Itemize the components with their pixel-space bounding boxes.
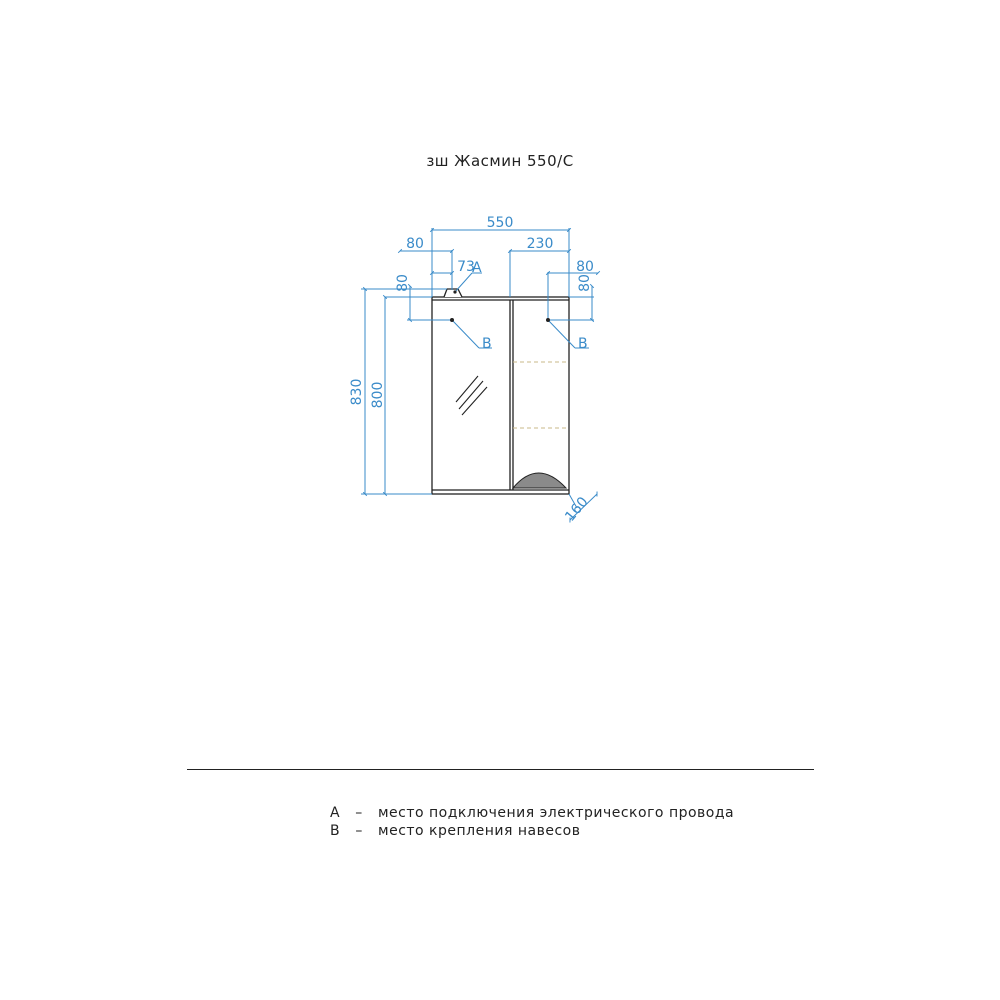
dim-label-830: 830: [349, 378, 365, 406]
wire-point: [453, 290, 456, 293]
legend: [330, 804, 734, 840]
attachment-point-right: [546, 318, 550, 322]
dim-label-230: 230: [526, 236, 554, 252]
dim-label-left-80: 80: [406, 236, 424, 252]
dim-label-right-80: 80: [576, 259, 594, 275]
mirror-reflection-icon: [456, 376, 487, 415]
attachment-point-left: [450, 318, 454, 322]
legend-item-a: [330, 804, 734, 822]
callout-leader-b-left: [452, 320, 479, 348]
legend-letter: B: [330, 823, 341, 839]
legend-text: место подключения электрического провода: [377, 805, 735, 821]
legend-divider: [187, 769, 814, 770]
dim-label-73: 73: [457, 259, 475, 275]
legend-dash: –: [355, 823, 363, 839]
callout-label-a: A: [472, 260, 482, 276]
callout-label-b-right: B: [578, 336, 588, 352]
callout-label-b-left: B: [482, 336, 492, 352]
dim-label-right-top-80: 80: [577, 274, 593, 292]
legend-dash: –: [355, 805, 363, 821]
legend-text: место крепления навесов: [378, 823, 581, 839]
dim-label-160: 160: [562, 494, 592, 525]
callout-leader-a: [455, 273, 472, 292]
shelves: [513, 362, 569, 428]
drawing-title: зш Жасмин 550/С: [426, 152, 574, 170]
bottom-arc-niche: [513, 473, 566, 488]
dim-label-800: 800: [370, 381, 386, 409]
legend-item-b: [330, 822, 734, 840]
cabinet-body: [432, 297, 569, 494]
callout-leader-b-right: [548, 320, 575, 348]
dim-label-left-top-80: 80: [395, 274, 411, 292]
dim-label-550: 550: [486, 215, 514, 231]
legend-letter: A: [330, 805, 341, 821]
wire-box: [444, 289, 462, 297]
